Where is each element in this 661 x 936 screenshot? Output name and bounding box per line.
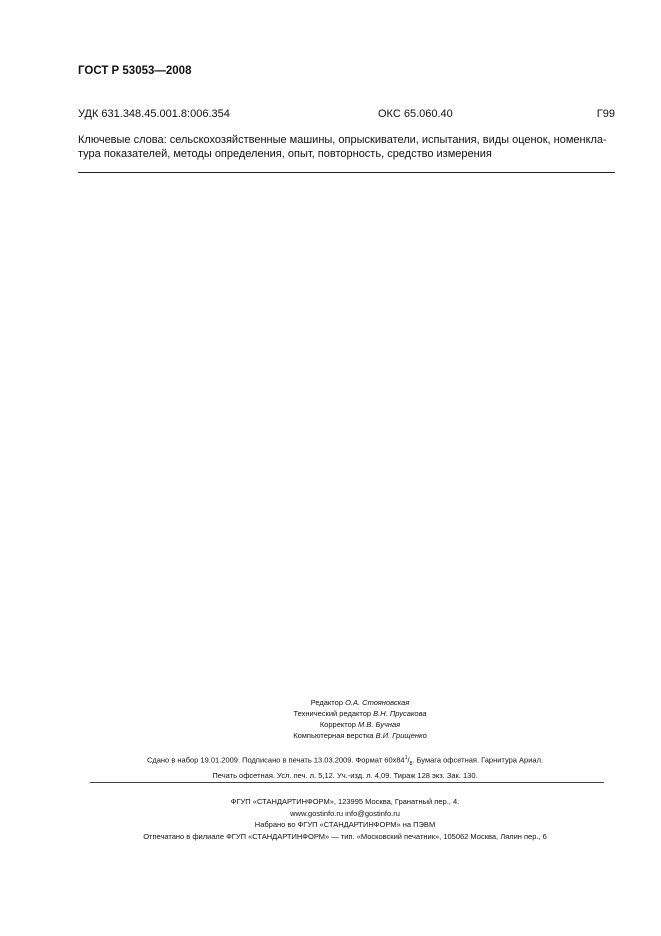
credit-line — [160, 697, 560, 708]
credit-role: Корректор — [319, 720, 356, 729]
publisher-contacts: www.gostinfo.ru info@gostinfo.ru — [290, 808, 400, 818]
credit-role: Компьютерная верстка — [293, 731, 374, 740]
credit-line — [160, 730, 560, 741]
print-info-line: Печать офсетная. Усл. печ. л. 5,12. Уч.-изд. л. 4,09. Тираж 128 экз. Зак. 130. — [212, 771, 478, 780]
credit-line — [160, 719, 560, 730]
format-fraction-bottom: 8 — [409, 761, 413, 767]
document-header: ГОСТ Р 53053—2008 — [78, 65, 192, 77]
publisher-line: Набрано во ФГУП «СТАНДАРТИНФОРМ» на ПЭВМ — [254, 820, 436, 829]
classification-row — [78, 108, 615, 122]
credit-line — [160, 708, 560, 719]
credit-role: Технический редактор — [293, 709, 372, 718]
credit-role: Редактор — [310, 698, 343, 707]
publisher-line: ФГУП «СТАНДАРТИНФОРМ», 123995 Москва, Гранатный пер., 4. — [230, 797, 460, 806]
keywords-line: Ключевые слова: сельскохозяйственные машины, опрыскиватели, испытания, виды оценок, номенкла- — [78, 134, 607, 146]
footer-divider — [90, 782, 604, 783]
credit-name: В.Н. Прусакова — [373, 709, 427, 718]
keywords-block — [78, 133, 615, 161]
print-info-line: Сдано в набор 19.01.2009. Подписано в печать 13.03.2009. Формат $60x84^1/_8$. Бумага офсетная. Гарнитура Ариал. — [146, 755, 544, 767]
credit-name: В.И. Грищенко — [375, 731, 427, 740]
credit-name: М.В. Бучная — [358, 720, 401, 729]
publisher-line: Отпечатано в филиале ФГУП «СТАНДАРТИНФОРМ» — тип. «Московский печатник», 105062 Москва, Лялин пер., 6 — [143, 831, 547, 841]
credit-name: О.А. Стояновская — [345, 698, 410, 707]
classifier-code: Г99 — [596, 108, 615, 120]
keywords-line: тура показателей, методы определения, опыт, повторность, средство измерения — [78, 148, 492, 160]
udk-code: УДК 631.348.45.001.8:006.354 — [78, 108, 230, 120]
format-fraction-top: 1 — [404, 755, 408, 761]
print-info — [90, 752, 600, 782]
print-info-text: Сдано в набор 19.01.2009. Подписано в печать 13.03.2009. Формат 60x84 — [146, 755, 405, 765]
oks-code: ОКС 65.060.40 — [378, 108, 453, 120]
section-divider — [78, 172, 615, 173]
publisher-block — [90, 796, 600, 842]
print-info-text: . Бумага офсетная. Гарнитура Ариал. — [412, 755, 544, 765]
credits-block — [160, 697, 560, 741]
